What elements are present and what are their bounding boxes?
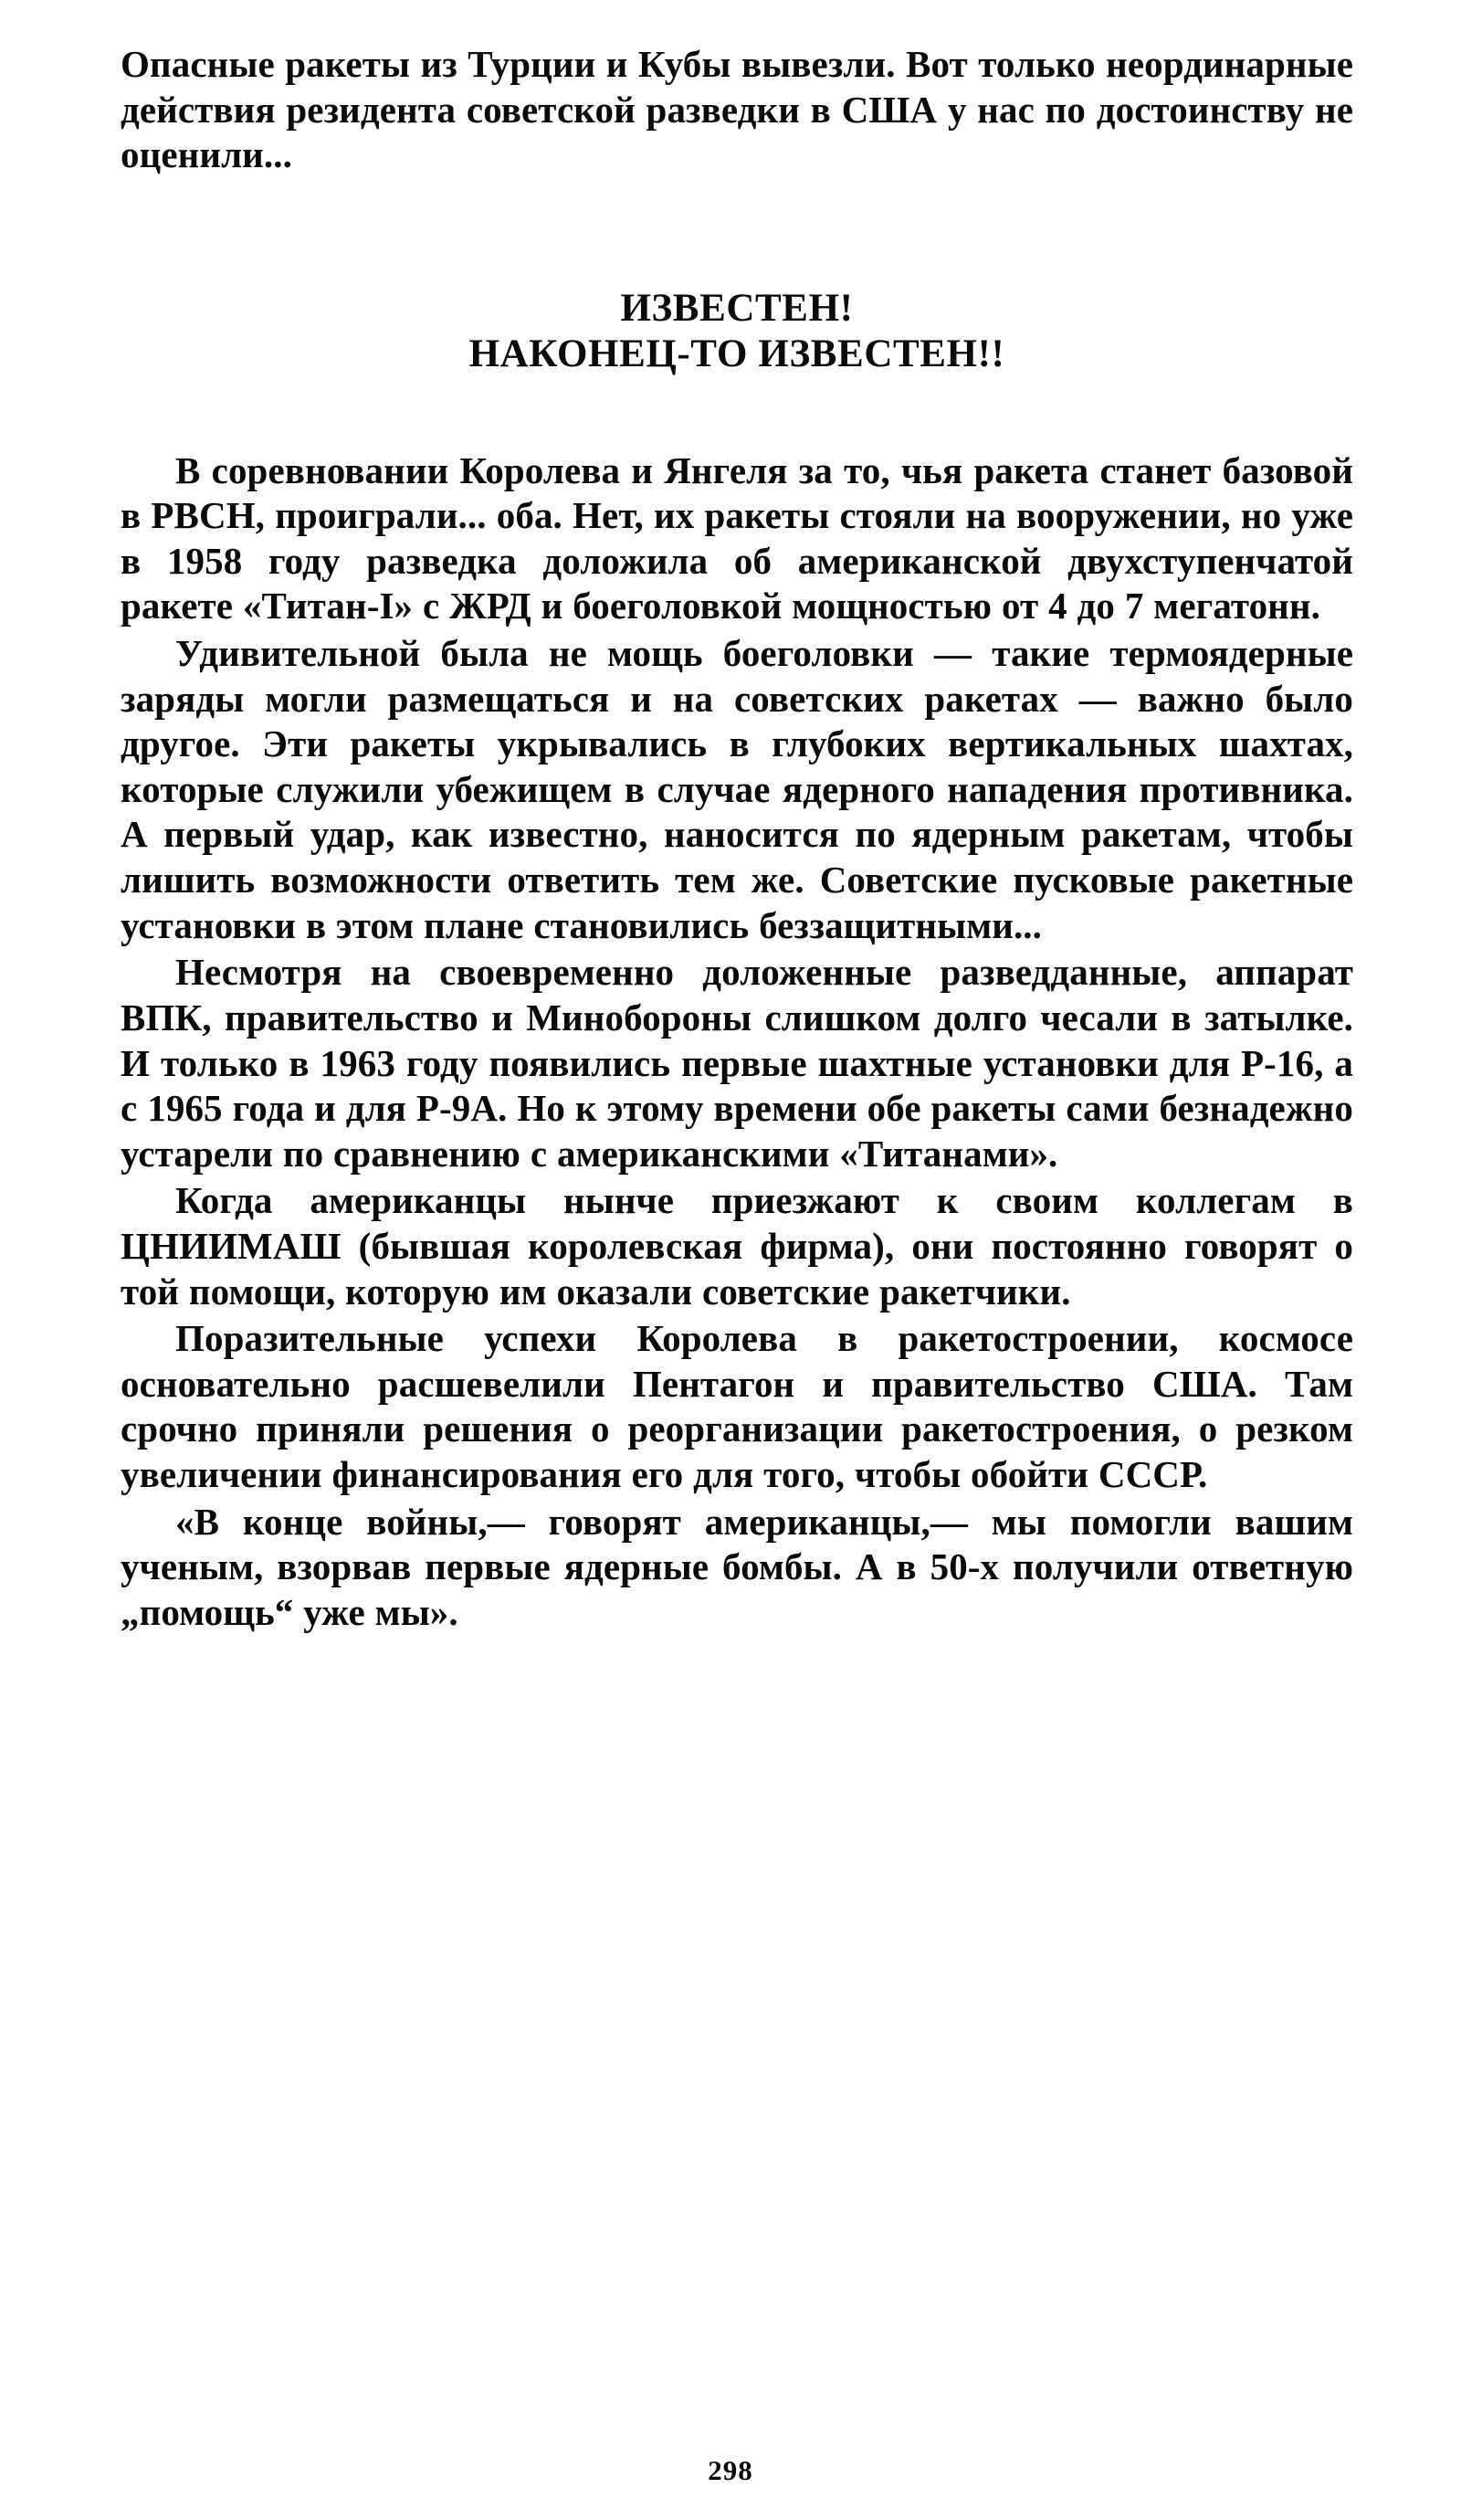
paragraph-4: Когда американцы нынче приезжают к своим коллегам в ЦНИИМАШ (бывшая королевская фирма), они постоянно говорят о той помощи, которую им оказали советские ракетчики. bbox=[121, 1179, 1353, 1313]
paragraph-3: Несмотря на своевременно доложенные разведданные, аппарат ВПК, правительство и Минобороны слишком долго чесали в затылке. И только в 1963 году появились первые шахтные установки для Р-16, а с 1965 года и для Р-9А. Но к этому времени обе ракеты сами безнадежно устарели по сравнению с американскими «Титанами». bbox=[121, 951, 1353, 1175]
page-number: 298 bbox=[708, 2454, 753, 2486]
continuation-paragraph: Опасные ракеты из Турции и Кубы вывезли. Вот только неординарные действия резидента советской разведки в США у нас по достоинству не оценили... bbox=[121, 43, 1353, 176]
section-heading bbox=[121, 286, 1353, 377]
paragraph-6: «В конце войны,— говорят американцы,— мы помогли вашим ученым, взорвав первые ядерные бомбы. А в 50-х получили ответную „помощь“ уже мы». bbox=[121, 1500, 1353, 1633]
section-heading-line-2: НАКОНЕЦ-ТО ИЗВЕСТЕН!! bbox=[468, 332, 1005, 375]
paragraph-1: В соревновании Королева и Янгеля за то, чья ракета станет базовой в РВСН, проиграли... оба. Нет, их ракеты стояли на вооружении, но уже в 1958 году разведка доложила об американской двухступенчатой ракете «Титан-I» с ЖРД и боеголовкой мощностью от 4 до 7 мегатонн. bbox=[121, 448, 1353, 627]
section-heading-line-1: ИЗВЕСТЕН! bbox=[620, 286, 854, 330]
body-text bbox=[121, 448, 1353, 1636]
paragraph-2: Удивительной была не мощь боеголовки — такие термоядерные заряды могли размещаться и на советских ракетах — важно было другое. Эти ракеты укрывались в глубоких вертикальных шахтах, которые служили убежищем в случае ядерного нападения противника. А первый удар, как известно, наносится по ядерным ракетам, чтобы лишить возможности ответить тем же. Советские пусковые ракетные установки в этом плане становились беззащитными... bbox=[121, 632, 1353, 946]
paragraph-5: Поразительные успехи Королева в ракетостроении, космосе основательно расшевелили Пентагон и правительство США. Там срочно приняли решения о реорганизации ракетостроения, о резком увеличении финансирования его для того, чтобы обойти СССР. bbox=[121, 1317, 1353, 1495]
